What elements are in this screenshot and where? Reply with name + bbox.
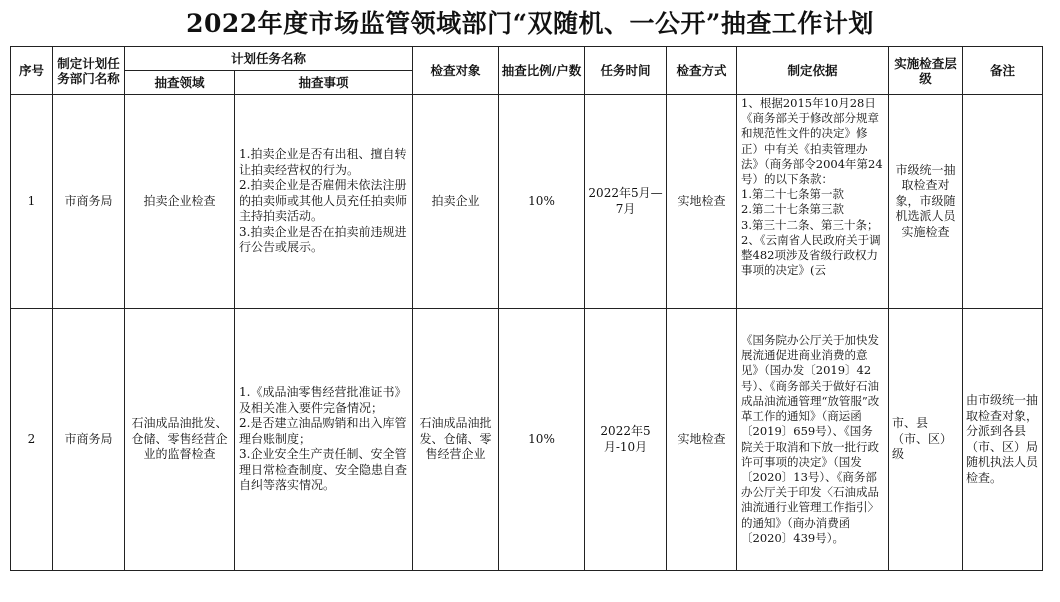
- basis-item: 1、根据2015年10月28日《商务部关于修改部分规章和规范性文件的决定》修正）中有关《拍卖管理办法》（商务部令2004年第24号）的以下条款：: [741, 96, 883, 187]
- basis-item: 2、《云南省人民政府关于调整482项涉及省级行政权力事项的决定》(云: [741, 232, 881, 278]
- matter-item: 3.企业安全生产责任制、安全管理日常检查制度、安全隐患自查自纠等落实情况。: [239, 447, 408, 493]
- row-method: 实地检查: [667, 309, 737, 571]
- header-ratio: 抽查比例/户数: [499, 47, 585, 95]
- basis-item: 3.第三十二条、第三十条；: [741, 217, 879, 232]
- row-ratio: 10%: [499, 95, 585, 309]
- row-level: 市、县（市、区）级: [889, 309, 963, 571]
- header-remark: 备注: [963, 47, 1043, 95]
- matter-item: 2.拍卖企业是否雇佣未依法注册的拍卖师或其他人员充任拍卖师主持拍卖活动。: [239, 178, 408, 224]
- row-basis: [737, 95, 889, 309]
- row-seq: 1: [11, 95, 53, 309]
- matter-item: 1.《成品油零售经营批准证书》及相关准入要件完备情况；: [239, 385, 407, 415]
- row-matters: [235, 309, 413, 571]
- header-seq: 序号: [11, 47, 53, 95]
- basis-item: 《国务院办公厅关于加快发展流通促进商业消费的意见》（国办发〔2019〕42号）、《商务部关于做好石油成品油流通管理“放管服”改革工作的通知》（商运函〔2019〕659号）、《国务院关于取消和下放一批行政许可事项的决定》（国发〔2020〕13号）、《商务部办公厅关于印发〈石油成品油流通行业管理工作指引〉的通知》（商办消费函〔2020〕439号）。: [741, 333, 880, 545]
- basis-item: 2.第二十七条第三款: [741, 202, 844, 217]
- row-matters: [235, 95, 413, 309]
- table-row: [11, 95, 1043, 309]
- row-remark: [963, 95, 1043, 309]
- row-ratio: 10%: [499, 309, 585, 571]
- row-target: 石油成品油批发、仓储、零售经营企业: [413, 309, 499, 571]
- header-plan-task: 计划任务名称: [125, 47, 413, 71]
- header-target: 检查对象: [413, 47, 499, 95]
- row-method: 实地检查: [667, 95, 737, 309]
- header-level: 实施检查层级: [889, 47, 963, 95]
- table-row: [11, 309, 1043, 571]
- row-time: 2022年5月-10月: [585, 309, 667, 571]
- header-dept: 制定计划任务部门名称: [53, 47, 125, 95]
- page-title: 2022年度市场监管领域部门“双随机、一公开”抽查工作计划: [186, 9, 874, 38]
- row-field: 拍卖企业检查: [125, 95, 235, 309]
- matter-item: 2.是否建立油品购销和出入库管理台账制度；: [239, 416, 407, 446]
- row-level: 市级统一抽取检查对象，市级随机选派人员实施检查: [889, 95, 963, 309]
- row-seq: 2: [11, 309, 53, 571]
- row-remark: 由市级统一抽取检查对象，分派到各县（市、区）局随机执法人员检查。: [963, 309, 1043, 571]
- header-row: [11, 47, 1043, 71]
- matter-item: 1.拍卖企业是否有出租、擅自转让拍卖经营权的行为。: [239, 147, 407, 177]
- plan-table: [10, 46, 1043, 571]
- row-target: 拍卖企业: [413, 95, 499, 309]
- basis-item: 1.第二十七条第一款: [741, 187, 844, 202]
- row-field: 石油成品油批发、仓储、零售经营企业的监督检查: [125, 309, 235, 571]
- header-basis: 制定依据: [737, 47, 889, 95]
- row-dept: 市商务局: [53, 95, 125, 309]
- header-method: 检查方式: [667, 47, 737, 95]
- matter-item: 3.拍卖企业是否在拍卖前违规进行公告或展示。: [239, 224, 407, 255]
- header-field: 抽查领域: [125, 71, 235, 95]
- row-time: 2022年5月—7月: [585, 95, 667, 309]
- header-time: 任务时间: [585, 47, 667, 95]
- row-dept: 市商务局: [53, 309, 125, 571]
- header-matters: 抽查事项: [235, 71, 413, 95]
- row-basis: [737, 309, 889, 571]
